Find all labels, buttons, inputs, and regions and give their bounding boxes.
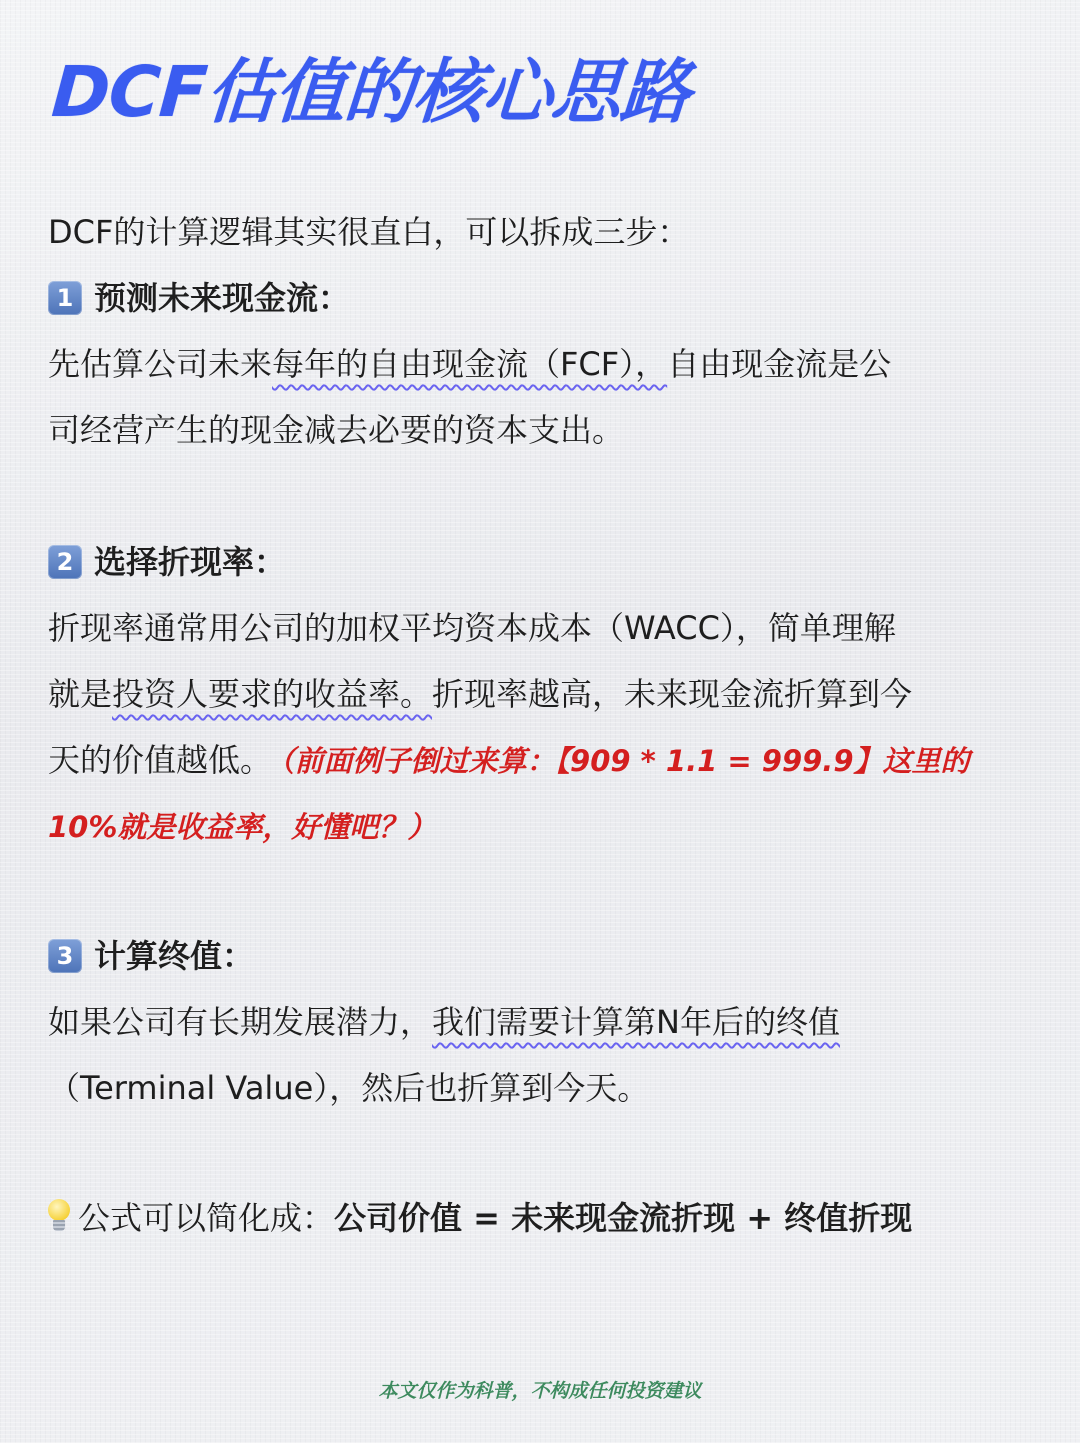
formula-prefix: 公式可以简化成： xyxy=(78,1199,335,1237)
step-3-heading: 计算终值： xyxy=(94,937,255,975)
step-1-heading: 预测未来现金流： xyxy=(94,279,351,317)
step-3-underlined: 我们需要计算第N年后的终值 xyxy=(432,1003,840,1041)
intro-text: DCF的计算逻辑其实很直白，可以拆成三步： xyxy=(48,213,690,251)
step-3-line-1 xyxy=(48,1000,840,1044)
disclaimer-footer: 本文仅作为科普，不构成任何投资建议 xyxy=(378,1380,702,1402)
number-3-icon: 3 xyxy=(48,939,82,973)
step-1-underlined: 每年的自由现金流（FCF）， xyxy=(272,345,668,383)
page-title: DCF估值的核心思路 xyxy=(49,51,693,133)
step-2-text-b: 折现率越高，未来现金流折算到今 xyxy=(432,675,913,713)
formula-text: 公司价值 = 未来现金流折现 + 终值折现 xyxy=(334,1199,913,1237)
number-1-icon: 1 xyxy=(48,281,82,315)
lightbulb-icon xyxy=(46,1199,72,1233)
step-3-text-a: 如果公司有长期发展潜力， xyxy=(48,1003,433,1041)
step-2-line-3 xyxy=(48,738,970,783)
step-1-line-2: 司经营产生的现金减去必要的资本支出。 xyxy=(48,411,625,449)
step-2-red-note-cont: 10%就是收益率，好懂吧？） xyxy=(48,810,437,844)
formula-row xyxy=(46,1196,912,1240)
step-3-line-2: （Terminal Value），然后也折算到今天。 xyxy=(48,1069,650,1107)
number-2-icon: 2 xyxy=(48,545,82,579)
step-1-text-b: 自由现金流是公 xyxy=(667,345,892,383)
step-2-text-c: 天的价值越低。 xyxy=(48,741,273,779)
step-1-line-1 xyxy=(48,342,891,386)
step-2-text-a: 就是 xyxy=(48,675,113,713)
step-1-text-a: 先估算公司未来 xyxy=(48,345,273,383)
step-2-underlined: 投资人要求的收益率。 xyxy=(112,675,433,713)
step-1-heading-row xyxy=(48,276,350,320)
step-2-heading-row xyxy=(48,540,286,584)
step-2-line-1: 折现率通常用公司的加权平均资本成本（WACC），简单理解 xyxy=(48,609,896,647)
step-2-line-2 xyxy=(48,672,912,716)
step-2-heading: 选择折现率： xyxy=(94,543,287,581)
step-2-line-4 xyxy=(48,804,436,849)
step-3-heading-row xyxy=(48,934,254,978)
step-2-red-note: （前面例子倒过来算：【909 * 1.1 = 999.9】这里的 xyxy=(280,744,970,778)
